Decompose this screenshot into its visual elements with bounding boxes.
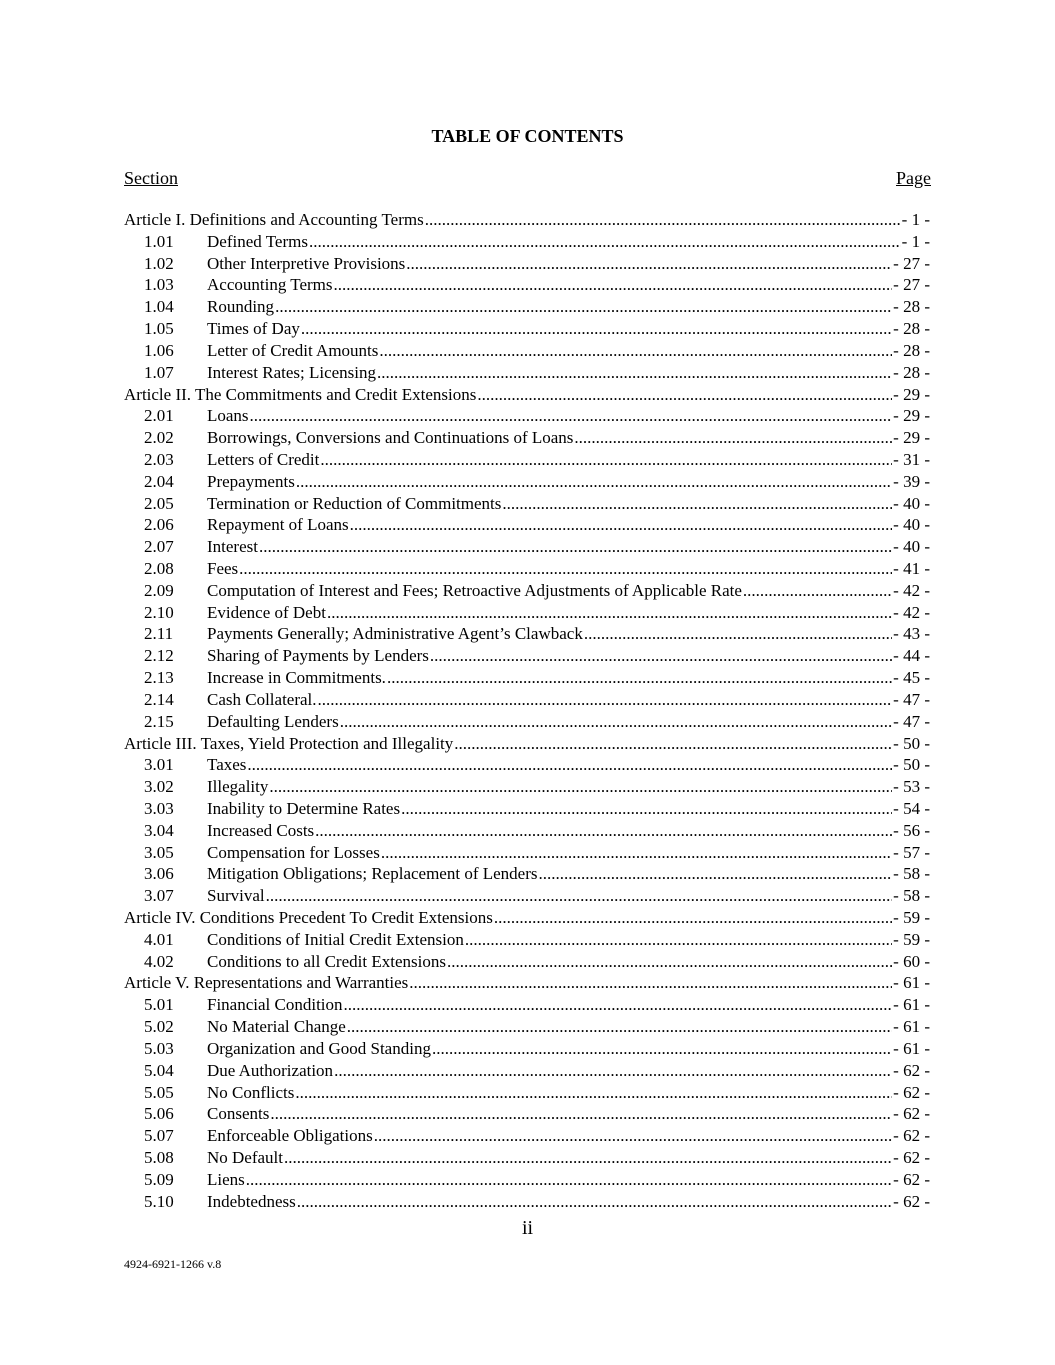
- toc-entry-label: Termination or Reduction of Commitments: [207, 493, 502, 513]
- toc-section-entry[interactable]: [124, 711, 930, 733]
- toc-entry-page: - 47 -: [893, 711, 930, 731]
- toc-section-entry[interactable]: [124, 645, 930, 667]
- dot-leader: [447, 951, 892, 973]
- toc-entry-page: - 62 -: [893, 1147, 930, 1167]
- toc-entry-page: - 60 -: [893, 951, 930, 971]
- toc-entry-label: Mitigation Obligations; Replacement of Lenders: [207, 864, 538, 884]
- toc-section-entry[interactable]: [124, 580, 930, 602]
- toc-entry-page: - 29 -: [893, 406, 930, 426]
- toc-entry-number: 1.05: [144, 319, 174, 339]
- toc-entry-label: Liens: [207, 1169, 245, 1189]
- toc-entry-page: - 59 -: [893, 929, 930, 949]
- toc-entry-page: - 40 -: [893, 537, 930, 557]
- toc-entry-label: Rounding: [207, 297, 275, 317]
- dot-leader: [327, 602, 892, 624]
- toc-entry-label: Illegality: [207, 777, 269, 797]
- dot-leader: [315, 820, 892, 842]
- toc-entry-number: 5.04: [144, 1060, 174, 1080]
- toc-section-entry[interactable]: [124, 274, 930, 296]
- toc-section-entry[interactable]: [124, 493, 930, 515]
- dot-leader: [409, 972, 892, 994]
- dot-leader: [477, 384, 892, 406]
- dot-leader: [377, 362, 892, 384]
- toc-entry-page: - 1 -: [901, 231, 930, 251]
- toc-section-entry[interactable]: [124, 536, 930, 558]
- toc-section-entry[interactable]: [124, 885, 930, 907]
- toc-entry-number: 1.02: [144, 253, 174, 273]
- toc-section-entry[interactable]: [124, 340, 930, 362]
- toc-entry-page: - 62 -: [893, 1126, 930, 1146]
- toc-entry-page: - 47 -: [893, 689, 930, 709]
- toc-entry-number: 3.01: [144, 755, 174, 775]
- toc-entry-page: - 28 -: [893, 319, 930, 339]
- toc-entry-label: Repayment of Loans: [207, 515, 349, 535]
- toc-entry-page: - 1 -: [901, 210, 930, 229]
- toc-section-entry[interactable]: [124, 1016, 930, 1038]
- toc-section-entry[interactable]: [124, 1125, 930, 1147]
- toc-entry-label: No Material Change: [207, 1017, 346, 1037]
- toc-entry-label: No Default: [207, 1147, 284, 1167]
- toc-title: TABLE OF CONTENTS: [431, 126, 624, 146]
- toc-entry-number: 2.02: [144, 428, 174, 448]
- toc-entry-page: - 40 -: [893, 493, 930, 513]
- toc-entry-page: - 29 -: [893, 384, 930, 404]
- toc-entry-label: Increase in Commitments.: [207, 668, 386, 688]
- toc-entry-label: Evidence of Debt: [207, 602, 326, 622]
- toc-entry-number: 5.10: [144, 1191, 174, 1211]
- toc-entry-number: 2.03: [144, 449, 174, 469]
- toc-entry-label: Cash Collateral.: [207, 689, 317, 709]
- toc-entry-number: 4.02: [144, 951, 174, 971]
- toc-entry-page: - 57 -: [893, 842, 930, 862]
- toc-section-entry[interactable]: [124, 689, 930, 711]
- toc-entry-label: Defaulting Lenders: [207, 711, 339, 731]
- toc-entry-number: 2.07: [144, 537, 174, 557]
- toc-entry-number: 2.13: [144, 668, 174, 688]
- toc-entry-number: 1.06: [144, 340, 174, 360]
- toc-entry-number: 2.08: [144, 559, 174, 578]
- dot-leader: [454, 733, 892, 755]
- dot-leader: [246, 1169, 892, 1191]
- dot-leader: [270, 1103, 892, 1125]
- toc-section-entry[interactable]: [124, 754, 930, 776]
- dot-leader: [432, 1038, 892, 1060]
- toc-entry-label: Letter of Credit Amounts: [207, 340, 379, 360]
- toc-entry-label: Computation of Interest and Fees; Retroactive Adjustments of Applicable Rate: [207, 580, 742, 600]
- dot-leader: [340, 711, 892, 733]
- toc-section-entry[interactable]: [124, 318, 930, 340]
- toc-section-entry[interactable]: [124, 842, 930, 864]
- toc-section-entry[interactable]: [124, 798, 930, 820]
- toc-article-entry[interactable]: [124, 384, 930, 406]
- toc-entry-number: 2.09: [144, 580, 174, 600]
- toc-entry-label: Compensation for Losses: [207, 842, 380, 862]
- toc-entry-page: - 59 -: [893, 908, 930, 927]
- toc-entry-page: - 54 -: [893, 798, 930, 818]
- toc-entry-page: - 40 -: [893, 515, 930, 535]
- dot-leader: [494, 907, 892, 929]
- toc-section-entry[interactable]: [124, 471, 930, 493]
- toc-article-entry[interactable]: [124, 209, 930, 231]
- toc-entry-page: - 43 -: [893, 624, 930, 644]
- dot-leader: [320, 449, 892, 471]
- toc-entry-label: Enforceable Obligations: [207, 1126, 373, 1146]
- toc-entry-label: Article III. Taxes, Yield Protection and Illegality: [124, 733, 454, 753]
- toc-entry-label: Prepayments: [207, 471, 295, 491]
- toc-entry-label: Organization and Good Standing: [207, 1038, 431, 1058]
- dot-leader: [381, 842, 892, 864]
- toc-section-entry[interactable]: [124, 1147, 930, 1169]
- dot-leader: [284, 1147, 892, 1169]
- toc-entry-label: Letters of Credit: [207, 449, 320, 469]
- toc-entry-page: - 42 -: [893, 602, 930, 622]
- dot-leader: [425, 209, 901, 231]
- toc-entry-page: - 41 -: [893, 559, 930, 578]
- toc-entry-label: Conditions of Initial Credit Extension: [207, 929, 464, 949]
- dot-leader: [743, 580, 892, 602]
- toc-entry-label: Sharing of Payments by Lenders: [207, 646, 429, 666]
- toc-entry-label: Borrowings, Conversions and Continuations of Loans: [207, 428, 574, 448]
- dot-leader: [574, 427, 892, 449]
- toc-entry-label: Defined Terms: [207, 231, 308, 251]
- toc-entry-label: Indebtedness: [207, 1191, 296, 1211]
- toc-section-entry[interactable]: [124, 253, 930, 275]
- toc-entry-number: 5.05: [144, 1082, 174, 1102]
- toc-entry-label: Other Interpretive Provisions: [207, 253, 406, 273]
- section-column-header: Section: [124, 168, 178, 188]
- toc-entry-label: Consents: [207, 1104, 270, 1124]
- toc-section-entry[interactable]: [124, 667, 930, 689]
- toc-entry-page: - 44 -: [893, 646, 930, 666]
- toc-section-entry[interactable]: [124, 1038, 930, 1060]
- toc-entry-number: 2.12: [144, 646, 174, 666]
- toc-entry-page: - 28 -: [893, 362, 930, 382]
- toc-section-entry[interactable]: [124, 362, 930, 384]
- page-column-header: Page: [896, 168, 931, 188]
- toc-article-entry[interactable]: [124, 907, 930, 929]
- dot-leader: [247, 754, 892, 776]
- toc-entry-number: 4.01: [144, 929, 174, 949]
- toc-entry-label: Taxes: [207, 755, 247, 775]
- toc-entry-number: 5.01: [144, 995, 174, 1015]
- toc-entry-page: - 42 -: [893, 580, 930, 600]
- toc-entry-label: Due Authorization: [207, 1060, 334, 1080]
- toc-entry-page: - 62 -: [893, 1104, 930, 1124]
- toc-section-entry[interactable]: [124, 1060, 930, 1082]
- page-number: ii: [521, 1217, 534, 1239]
- dot-leader: [297, 1191, 892, 1213]
- toc-entry-label: Payments Generally; Administrative Agent’s Clawback: [207, 624, 583, 644]
- dot-leader: [239, 558, 892, 580]
- dot-leader: [266, 885, 893, 907]
- toc-list: [124, 209, 930, 1212]
- toc-entry-label: Survival: [207, 886, 265, 906]
- toc-entry-label: Article IV. Conditions Precedent To Credit Extensions: [124, 908, 493, 927]
- toc-entry-number: 2.11: [144, 624, 174, 644]
- toc-entry-page: - 61 -: [893, 1038, 930, 1058]
- toc-entry-page: - 27 -: [893, 275, 930, 295]
- toc-entry-label: Article V. Representations and Warranties: [124, 973, 409, 993]
- toc-entry-label: Article II. The Commitments and Credit Extensions: [124, 384, 477, 404]
- toc-entry-label: Loans: [207, 406, 249, 426]
- dot-leader: [295, 1082, 892, 1104]
- dot-leader: [269, 776, 892, 798]
- toc-section-entry[interactable]: [124, 863, 930, 885]
- toc-entry-label: Conditions to all Credit Extensions: [207, 951, 446, 971]
- toc-section-entry[interactable]: [124, 1082, 930, 1104]
- dot-leader: [584, 623, 892, 645]
- dot-leader: [250, 405, 893, 427]
- toc-entry-number: 2.10: [144, 602, 174, 622]
- toc-entry-page: - 28 -: [893, 340, 930, 360]
- toc-entry-number: 2.01: [144, 406, 174, 426]
- toc-section-entry[interactable]: [124, 296, 930, 318]
- dot-leader: [379, 340, 892, 362]
- dot-leader: [344, 994, 893, 1016]
- toc-entry-number: 3.02: [144, 777, 174, 797]
- dot-leader: [387, 667, 892, 689]
- toc-section-entry[interactable]: [124, 1103, 930, 1125]
- toc-entry-label: Times of Day: [207, 319, 300, 339]
- toc-entry-number: 5.08: [144, 1147, 174, 1167]
- toc-entry-number: 5.03: [144, 1038, 174, 1058]
- toc-entry-page: - 56 -: [893, 820, 930, 840]
- toc-entry-label: Financial Condition: [207, 995, 343, 1015]
- document-id-footer: 4924-6921-1266 v.8: [124, 1257, 222, 1271]
- toc-entry-page: - 62 -: [893, 1169, 930, 1189]
- toc-entry-number: 1.01: [144, 231, 174, 251]
- dot-leader: [465, 929, 892, 951]
- toc-entry-page: - 61 -: [893, 995, 930, 1015]
- toc-entry-number: 2.06: [144, 515, 174, 535]
- toc-section-entry[interactable]: [124, 405, 930, 427]
- toc-entry-page: - 58 -: [893, 864, 930, 884]
- toc-entry-number: 5.09: [144, 1169, 174, 1189]
- toc-entry-number: 1.03: [144, 275, 174, 295]
- dot-leader: [347, 1016, 892, 1038]
- toc-entry-label: Inability to Determine Rates: [207, 798, 401, 818]
- dot-leader: [374, 1125, 892, 1147]
- toc-entry-number: 3.07: [144, 886, 174, 906]
- toc-entry-page: - 62 -: [893, 1060, 930, 1080]
- toc-entry-page: - 50 -: [893, 733, 930, 753]
- toc-entry-page: - 27 -: [893, 253, 930, 273]
- dot-leader: [538, 863, 892, 885]
- dot-leader: [259, 536, 892, 558]
- toc-entry-number: 2.15: [144, 711, 174, 731]
- toc-entry-page: - 62 -: [893, 1191, 930, 1211]
- toc-entry-number: 5.07: [144, 1126, 174, 1146]
- toc-entry-page: - 53 -: [893, 777, 930, 797]
- toc-entry-page: - 31 -: [893, 449, 930, 469]
- toc-entry-page: - 61 -: [893, 973, 930, 993]
- toc-section-entry[interactable]: [124, 994, 930, 1016]
- toc-entry-number: 3.03: [144, 798, 174, 818]
- toc-section-entry[interactable]: [124, 929, 930, 951]
- dot-leader: [318, 689, 893, 711]
- dot-leader: [350, 514, 893, 536]
- toc-section-entry[interactable]: [124, 820, 930, 842]
- toc-entry-number: 1.04: [144, 297, 174, 317]
- toc-section-entry[interactable]: [124, 602, 930, 624]
- toc-entry-page: - 28 -: [893, 297, 930, 317]
- toc-entry-page: - 39 -: [893, 471, 930, 491]
- toc-entry-number: 5.06: [144, 1104, 174, 1124]
- toc-section-entry[interactable]: [124, 1191, 930, 1213]
- toc-entry-label: Fees: [207, 559, 239, 578]
- toc-section-entry[interactable]: [124, 951, 930, 973]
- toc-entry-number: 2.14: [144, 689, 174, 709]
- dot-leader: [406, 253, 892, 275]
- toc-entry-page: - 50 -: [893, 755, 930, 775]
- toc-section-entry[interactable]: [124, 558, 930, 580]
- toc-entry-label: Interest: [207, 537, 258, 557]
- toc-entry-label: Accounting Terms: [207, 275, 333, 295]
- toc-entry-label: Interest Rates; Licensing: [207, 362, 377, 382]
- dot-leader: [401, 798, 892, 820]
- toc-article-entry[interactable]: [124, 733, 930, 755]
- toc-entry-number: 2.05: [144, 493, 174, 513]
- toc-entry-number: 2.04: [144, 471, 174, 491]
- toc-entry-number: 5.02: [144, 1017, 174, 1037]
- toc-entry-page: - 62 -: [893, 1082, 930, 1102]
- toc-entry-label: No Conflicts: [207, 1082, 295, 1102]
- dot-leader: [334, 1060, 892, 1082]
- dot-leader: [430, 645, 892, 667]
- toc-entry-label: Increased Costs: [207, 820, 315, 840]
- toc-section-entry[interactable]: [124, 623, 930, 645]
- toc-section-entry[interactable]: [124, 514, 930, 536]
- dot-leader: [334, 274, 893, 296]
- toc-entry-page: - 58 -: [893, 886, 930, 906]
- toc-entry-number: 1.07: [144, 362, 174, 382]
- toc-section-entry[interactable]: [124, 1169, 930, 1191]
- toc-section-entry[interactable]: [124, 449, 930, 471]
- toc-entry-number: 3.04: [144, 820, 174, 840]
- toc-section-entry[interactable]: [124, 231, 930, 253]
- toc-entry-number: 3.05: [144, 842, 174, 862]
- toc-entry-number: 3.06: [144, 864, 174, 884]
- toc-entry-page: - 61 -: [893, 1017, 930, 1037]
- toc-entry-page: - 29 -: [893, 428, 930, 448]
- toc-entry-label: Article I. Definitions and Accounting Terms: [124, 210, 424, 229]
- toc-section-entry[interactable]: [124, 427, 930, 449]
- dot-leader: [275, 296, 892, 318]
- toc-section-entry[interactable]: [124, 776, 930, 798]
- dot-leader: [301, 318, 892, 340]
- toc-entry-page: - 45 -: [893, 668, 930, 688]
- toc-article-entry[interactable]: [124, 972, 930, 994]
- dot-leader: [502, 493, 892, 515]
- dot-leader: [296, 471, 892, 493]
- dot-leader: [309, 231, 901, 253]
